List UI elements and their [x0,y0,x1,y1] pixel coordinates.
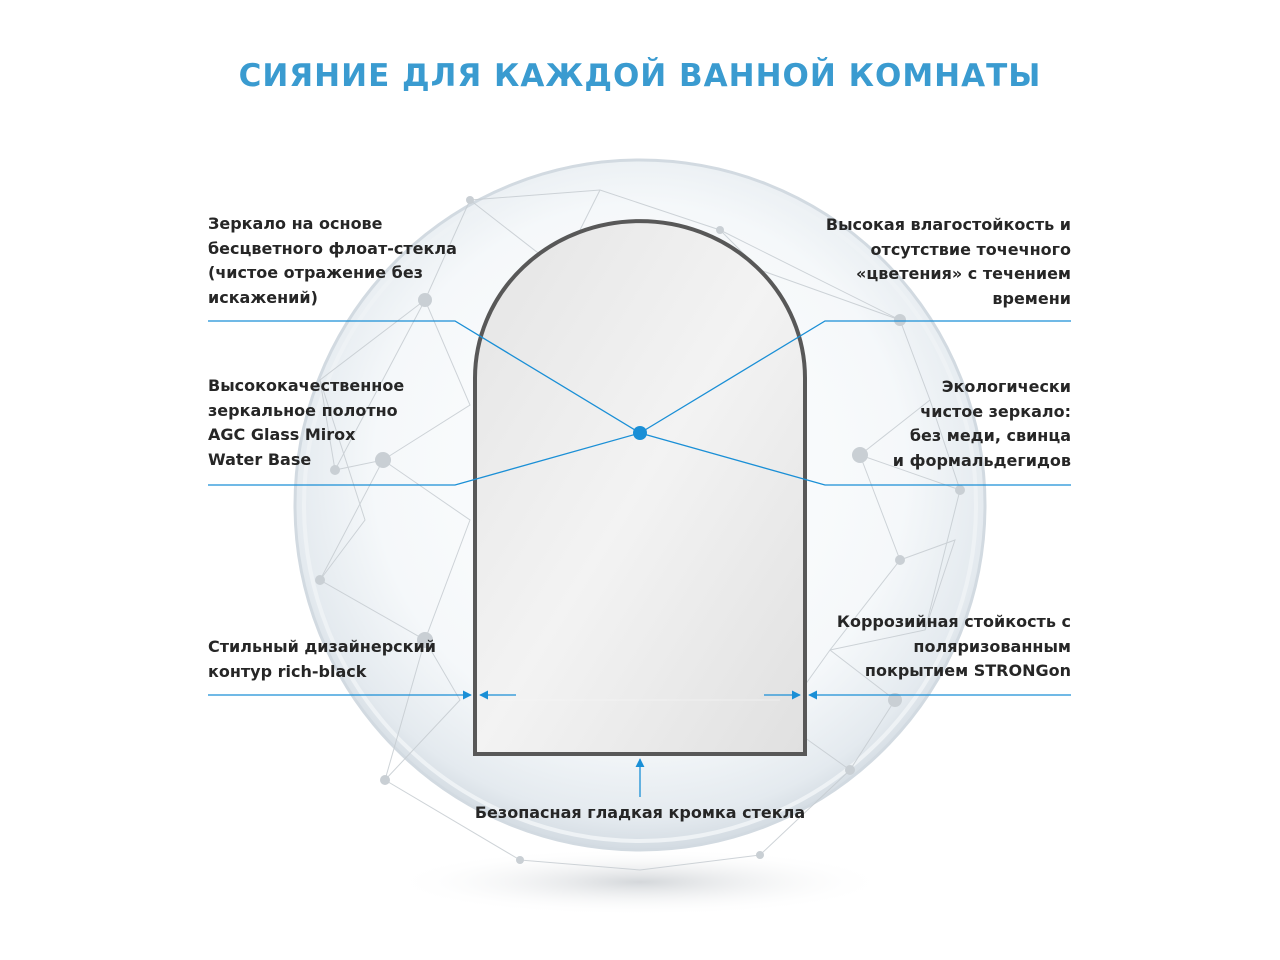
callout-eco-line: и формальдегидов [892,450,1071,470]
callout-rich-black-line: Стильный дизайнерский [208,637,436,656]
callout-moisture-line: Высокая влагостойкость и [825,215,1071,234]
page-title: СИЯНИЕ ДЛЯ КАЖДОЙ ВАННОЙ КОМНАТЫ [238,58,1042,94]
callout-rich-black-line: контур rich-black [208,661,367,681]
callout-edge-line: Безопасная гладкая кромка стекла [474,803,806,822]
callout-corrosion-line: Коррозийная стойкость с [836,612,1071,631]
callout-float-glass-line: Зеркало на основе [208,214,383,233]
callout-moisture [826,213,1071,311]
callout-agc-glass [208,374,404,472]
arched-mirror [475,221,805,754]
callout-float-glass-line: (чистое отражение без [208,263,423,282]
callout-float-glass-line: бесцветного флоат-стекла [208,238,457,258]
callout-moisture-line: отсутствие точечного [870,239,1071,259]
callout-agc-glass-line: Высококачественное [208,376,405,395]
callout-edge [0,801,1280,826]
callout-eco-line: чистое зеркало: [920,401,1071,421]
callout-float-glass [208,212,457,310]
sphere-shadow [390,848,890,916]
callout-agc-glass-line: AGC Glass Mirox [208,425,356,444]
callout-rich-black [208,635,436,684]
callout-float-glass-line: искажений) [208,287,318,307]
callout-corrosion [837,610,1071,684]
callout-eco [893,375,1071,473]
callout-eco-line: Экологически [941,377,1071,396]
callout-moisture-line: «цветения» с течением [856,264,1071,283]
callout-corrosion-line: поляризованным [913,636,1071,656]
callout-agc-glass-line: Water Base [208,449,312,469]
callout-corrosion-line: покрытием STRONGon [864,661,1071,680]
callout-eco-line: без меди, свинца [909,426,1071,445]
callout-agc-glass-line: зеркальное полотно [208,400,398,420]
callout-moisture-line: времени [992,288,1071,308]
callout-focus-dot [633,426,647,440]
